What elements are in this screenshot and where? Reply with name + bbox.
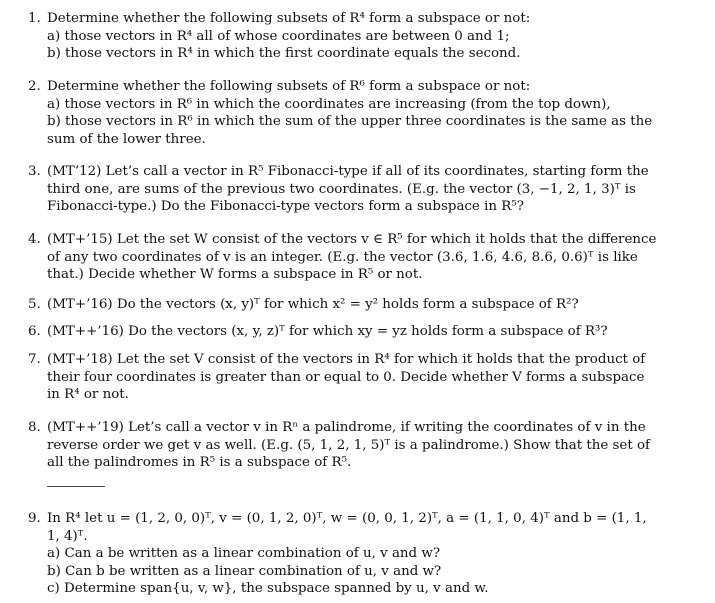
problem-text: Determine whether the following subsets of R⁴ form a subspace or not: <box>47 11 531 26</box>
problem-number: 9. <box>28 511 41 526</box>
problem-text: (MT’12) Let’s call a vector in R⁵ Fibonacci-type if all of its coordinates, starting form the third one, are sums of the previous two coordinates. (E.g. the vector (3, −1, 2, 1, 3)ᵀ is Fibonacci-type.) Do the Fibonacci-type vectors form a subspace in R⁵? <box>47 164 649 214</box>
separator-rule <box>47 486 105 487</box>
problem-2 <box>28 78 658 148</box>
problem-1 <box>28 10 658 63</box>
problem-8 <box>28 419 658 472</box>
problem-5 <box>28 296 658 314</box>
problem-number: 1. <box>28 11 41 26</box>
problem-text: In R⁴ let u = (1, 2, 0, 0)ᵀ, v = (0, 1, 2, 0)ᵀ, w = (0, 0, 1, 2)ᵀ, a = (1, 1, 0, 4)ᵀ and b = (1, 1, 1, 4)ᵀ. <box>47 511 647 544</box>
problem-number: 5. <box>28 297 41 312</box>
problem-9 <box>28 510 658 598</box>
problem-3 <box>28 163 658 216</box>
problem-text: (MT++’16) Do the vectors (x, y, z)ᵀ for which xy = yz holds form a subspace of R³? <box>47 324 608 339</box>
problem-number: 3. <box>28 164 41 179</box>
problem-4 <box>28 231 658 284</box>
problem-6 <box>28 323 658 341</box>
problem-text: (MT+’18) Let the set V consist of the vectors in R⁴ for which it holds that the product of their four coordinates is greater than or equal to 0. Decide whether V forms a subspace in R⁴ or not. <box>47 352 646 402</box>
problem-number: 6. <box>28 324 41 339</box>
problem-text: (MT+’16) Do the vectors (x, y)ᵀ for which x² = y² holds form a subspace of R²? <box>47 297 579 312</box>
problem-text: Determine whether the following subsets of R⁶ form a subspace or not: <box>47 79 531 94</box>
problem-part-b: b) Can b be written as a linear combination of u, v and w? <box>47 563 442 579</box>
problem-part-b: b) those vectors in R⁶ in which the sum of the upper three coordinates is the same as the sum of the lower three. <box>47 114 653 147</box>
problem-number: 4. <box>28 232 41 247</box>
problem-number: 2. <box>28 79 41 94</box>
problem-part-a: a) Can a be written as a linear combination of u, v and w? <box>47 546 441 561</box>
problem-text: (MT+’15) Let the set W consist of the vectors v ∈ R⁵ for which it holds that the difference of any two coordinates of v is an integer. (E.g. the vector (3.6, 1.6, 4.6, 8.6, 0.6)ᵀ is like that.) Decide whether W forms a subspace in R⁵ or not. <box>47 232 657 282</box>
problem-7 <box>28 351 658 404</box>
problem-part-a: a) those vectors in R⁶ in which the coordinates are increasing (from the top down), <box>47 96 611 112</box>
problem-text: (MT++’19) Let’s call a vector v in Rⁿ a palindrome, if writing the coordinates of v in the reverse order we get v as well. (E.g. (5, 1, 2, 1, 5)ᵀ is a palindrome.) Show that the set of all the palindromes in R⁵ is a subspace of R⁵. <box>47 420 651 470</box>
problem-part-a: a) those vectors in R⁴ all of whose coordinates are between 0 and 1; <box>47 28 510 44</box>
problem-number: 8. <box>28 420 41 435</box>
problem-part-b: b) those vectors in R⁴ in which the first coordinate equals the second. <box>47 46 521 61</box>
problem-number: 7. <box>28 352 41 367</box>
problem-part-c: c) Determine span{u, v, w}, the subspace spanned by u, v and w. <box>47 581 489 596</box>
